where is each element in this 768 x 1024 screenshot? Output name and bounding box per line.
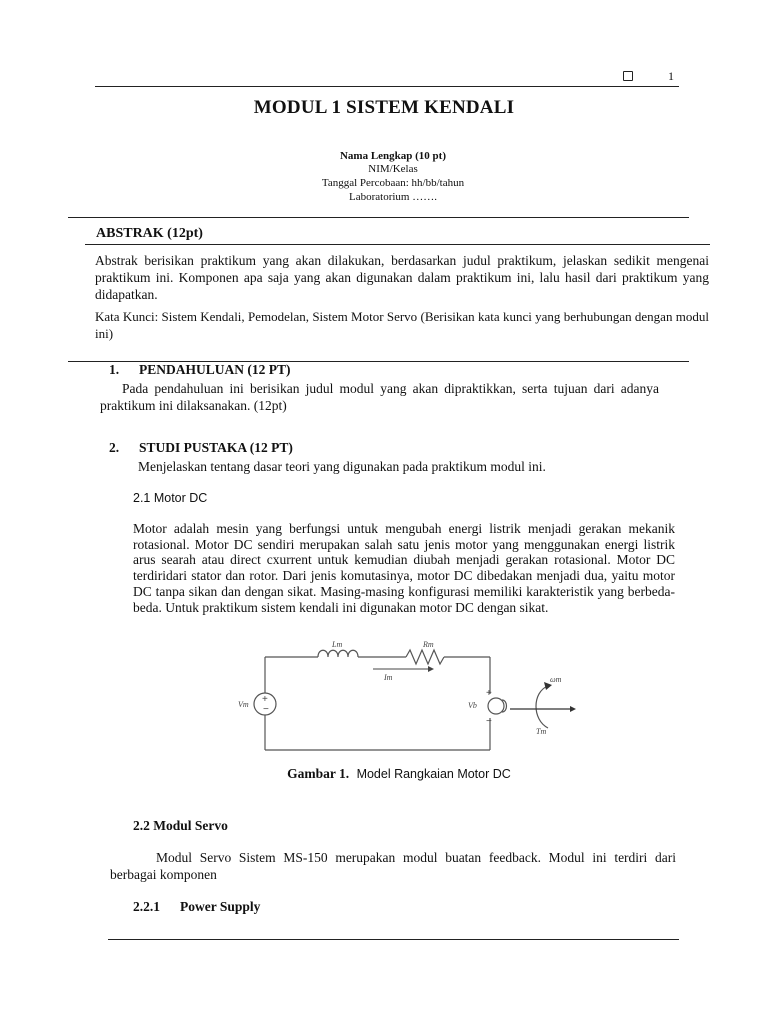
section2-title: STUDI PUSTAKA (12 PT): [139, 440, 293, 455]
experiment-date: Tanggal Percobaan: hh/bb/tahun: [321, 177, 465, 189]
abstract-heading: ABSTRAK (12pt): [96, 226, 203, 241]
subsection-2-2-text: Modul Servo Sistem MS-150 merupakan modul buatan feedback. Modul ini terdiri dari berbagai komponen: [110, 850, 676, 882]
section2-text: Menjelaskan tentang dasar teori yang digunakan pada praktikum modul ini.: [138, 459, 546, 474]
section1-number: 1.: [109, 362, 120, 377]
label-rm: Rm: [423, 640, 434, 649]
label-wm: ωm: [550, 675, 562, 684]
svg-text:+: +: [262, 694, 268, 705]
label-lm: Lm: [332, 640, 343, 649]
footer-rule: [108, 939, 679, 940]
page-title: MODUL 1 SISTEM KENDALI: [253, 97, 515, 118]
section2-number: 2.: [109, 440, 120, 455]
subsection-2-2-title: 2.2 Modul Servo: [133, 818, 228, 833]
author-nim: NIM/Kelas: [368, 163, 418, 175]
svg-text:−: −: [263, 704, 269, 715]
section1-text: Pada pendahuluan ini berisikan judul modul yang akan dipraktikkan, serta tujuan dari adanya praktikum ini dilaksanakan. (12pt): [100, 381, 659, 413]
author-name: Nama Lengkap (10 pt): [339, 150, 447, 162]
svg-text:−: −: [486, 716, 492, 727]
label-tm: Tm: [536, 727, 547, 736]
motor-circuit-diagram: [228, 634, 588, 760]
subsection-2-1-title: 2.1 Motor DC: [133, 491, 208, 505]
header-rule: [95, 86, 679, 87]
keywords: Kata Kunci: Sistem Kendali, Pemodelan, Sistem Motor Servo (Berisikan kata kunci yang berhubungan dengan modul ini): [95, 309, 709, 341]
laboratory: Laboratorium …….: [349, 191, 437, 203]
figure-caption: [0, 766, 768, 782]
caption-text: Model Rangkaian Motor DC: [356, 767, 511, 781]
svg-text:+: +: [486, 688, 492, 699]
abstract-heading-rule: [85, 244, 710, 245]
section1-title: PENDAHULUAN (12 PT): [139, 362, 291, 377]
page-number: 1: [668, 69, 674, 83]
caption-label: Gambar 1.: [287, 766, 350, 781]
subsection-2-2-1-number: 2.2.1: [133, 899, 160, 914]
label-vm: Vm: [238, 700, 249, 709]
checkbox-icon: [623, 71, 633, 81]
label-im: Im: [384, 673, 393, 682]
abstract-top-rule: [68, 217, 689, 218]
abstract-text: Abstrak berisikan praktikum yang akan dilakukan, berdasarkan judul praktikum, jelaskan sedikit mengenai praktikum ini. Komponen apa saja yang akan digunakan dalam praktikum ini, lalu hasil dari praktikum yang didapatkan.: [95, 253, 709, 302]
subsection-2-2-1-title: Power Supply: [180, 899, 261, 914]
subsection-2-1-text: Motor adalah mesin yang berfungsi untuk mengubah energi listrik menjadi gerakan mekanik rotasional. Motor DC sendiri merupakan salah satu jenis motor yang menggunakan energi listrik arus searah atau direct cxurrent untuk kemudian diubah menjadi gerakan rotasional. Motor DC terdiridari stator dan rotor. Dari jenis komutasinya, motor DC dibedakan menjadi dua, yaitu motor DC tanpa sikan dan dengan sikat. Masing-masing konfigurasi memiliki karakteristik yang berbeda-beda. Untuk praktikum sistem kendali ini digunakan motor DC dengan sikat.: [133, 521, 675, 615]
label-vb: Vb: [468, 701, 477, 710]
